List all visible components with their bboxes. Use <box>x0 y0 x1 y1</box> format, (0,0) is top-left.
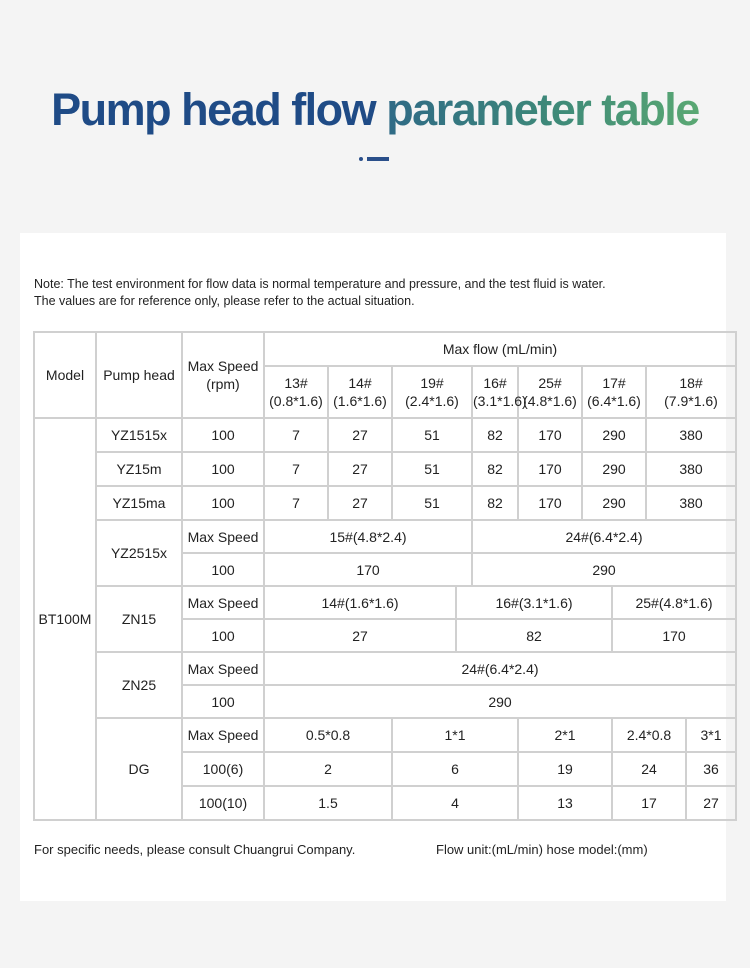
flow-cell: 170 <box>518 418 582 452</box>
flow-cell: 7 <box>264 452 328 486</box>
pump-head-cell: ZN15 <box>96 586 182 652</box>
flow-cell: 13 <box>518 786 612 820</box>
flow-cell: 24 <box>612 752 686 786</box>
tube-header: 25# (4.8*1.6) <box>518 366 582 418</box>
flow-cell: 82 <box>456 619 612 652</box>
speed-cell: 100(6) <box>182 752 264 786</box>
flow-cell: 2 <box>264 752 392 786</box>
model-cell: BT100M <box>34 418 96 820</box>
speed-cell: 100 <box>182 452 264 486</box>
header-max-speed-label: Max Speed <box>187 358 259 374</box>
tube-header: 19# (2.4*1.6) <box>392 366 472 418</box>
flow-cell: 17 <box>612 786 686 820</box>
tube-cell: 2.4*0.8 <box>612 718 686 752</box>
flow-cell: 290 <box>582 418 646 452</box>
flow-cell: 7 <box>264 486 328 520</box>
flow-cell: 6 <box>392 752 518 786</box>
flow-cell: 82 <box>472 452 518 486</box>
flow-cell: 27 <box>686 786 736 820</box>
pump-head-cell: YZ15m <box>96 452 182 486</box>
flow-cell: 380 <box>646 452 736 486</box>
flow-cell: 290 <box>472 553 736 586</box>
pump-head-cell: YZ15ma <box>96 486 182 520</box>
header-model: Model <box>34 332 96 418</box>
flow-cell: 170 <box>518 486 582 520</box>
speed-label-cell: Max Speed <box>182 520 264 553</box>
tube-cell: 25#(4.8*1.6) <box>612 586 736 619</box>
tube-header: 17# (6.4*1.6) <box>582 366 646 418</box>
flow-cell: 4 <box>392 786 518 820</box>
tube-cell: 16#(3.1*1.6) <box>456 586 612 619</box>
speed-cell: 100 <box>182 486 264 520</box>
page-title <box>0 80 750 140</box>
flow-cell: 380 <box>646 418 736 452</box>
flow-cell: 380 <box>646 486 736 520</box>
tube-cell: 3*1 <box>686 718 736 752</box>
tube-cell: 1*1 <box>392 718 518 752</box>
header-max-flow: Max flow (mL/min) <box>264 332 736 366</box>
speed-label-cell: Max Speed <box>182 652 264 685</box>
speed-label-cell: Max Speed <box>182 586 264 619</box>
speed-cell: 100 <box>182 553 264 586</box>
flow-cell: 170 <box>518 452 582 486</box>
flow-cell: 36 <box>686 752 736 786</box>
flow-table <box>33 331 737 821</box>
flow-cell: 27 <box>328 486 392 520</box>
tube-cell: 24#(6.4*2.4) <box>472 520 736 553</box>
tube-header: 16# (3.1*1.6) <box>472 366 518 418</box>
flow-cell: 170 <box>612 619 736 652</box>
speed-label-cell: Max Speed <box>182 718 264 752</box>
tube-header: 13# (0.8*1.6) <box>264 366 328 418</box>
flow-cell: 7 <box>264 418 328 452</box>
speed-cell: 100 <box>182 619 264 652</box>
tube-cell: 2*1 <box>518 718 612 752</box>
header-max-speed <box>182 332 264 418</box>
flow-cell: 51 <box>392 486 472 520</box>
pump-head-cell: DG <box>96 718 182 820</box>
divider-bar <box>367 157 389 161</box>
tube-header: 18# (7.9*1.6) <box>646 366 736 418</box>
tube-header: 14# (1.6*1.6) <box>328 366 392 418</box>
flow-cell: 1.5 <box>264 786 392 820</box>
footer-contact-note: For specific needs, please consult Chuangrui Company. <box>34 842 356 857</box>
header-pump-head: Pump head <box>96 332 182 418</box>
title-part-2: parameter table <box>386 84 699 135</box>
footer-unit-note: Flow unit:(mL/min) hose model:(mm) <box>436 842 648 857</box>
note-line-2: The values are for reference only, please refer to the actual situation. <box>34 294 415 308</box>
speed-cell: 100 <box>182 685 264 718</box>
flow-cell: 27 <box>328 452 392 486</box>
pump-head-cell: ZN25 <box>96 652 182 718</box>
title-divider <box>359 157 391 161</box>
divider-dot <box>359 157 363 161</box>
flow-cell: 290 <box>582 452 646 486</box>
tube-cell: 14#(1.6*1.6) <box>264 586 456 619</box>
flow-cell: 19 <box>518 752 612 786</box>
flow-cell: 290 <box>264 685 736 718</box>
flow-cell: 51 <box>392 452 472 486</box>
speed-cell: 100(10) <box>182 786 264 820</box>
flow-cell: 82 <box>472 486 518 520</box>
note-line-1: Note: The test environment for flow data is normal temperature and pressure, and the test fluid is water. <box>34 277 606 291</box>
flow-cell: 27 <box>328 418 392 452</box>
header-rpm-label: (rpm) <box>206 376 240 392</box>
table-card <box>20 233 726 901</box>
tube-cell: 24#(6.4*2.4) <box>264 652 736 685</box>
tube-cell: 15#(4.8*2.4) <box>264 520 472 553</box>
title-part-1: Pump head flow <box>51 84 376 135</box>
flow-cell: 82 <box>472 418 518 452</box>
flow-cell: 290 <box>582 486 646 520</box>
tube-cell: 0.5*0.8 <box>264 718 392 752</box>
note-text <box>34 276 714 310</box>
pump-head-cell: YZ1515x <box>96 418 182 452</box>
speed-cell: 100 <box>182 418 264 452</box>
flow-cell: 51 <box>392 418 472 452</box>
flow-cell: 170 <box>264 553 472 586</box>
pump-head-cell: YZ2515x <box>96 520 182 586</box>
flow-cell: 27 <box>264 619 456 652</box>
